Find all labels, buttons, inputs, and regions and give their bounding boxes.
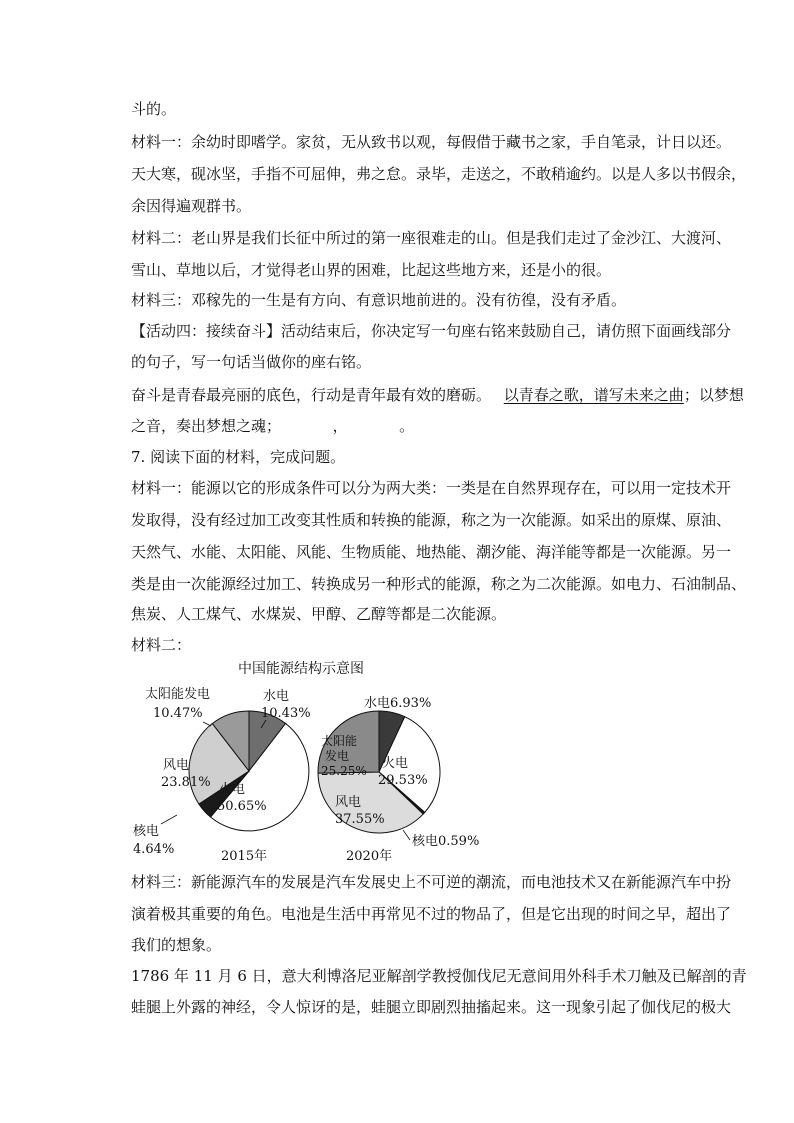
label-2015-solar-value: 10.47%: [153, 706, 203, 721]
activity-heading: 【活动四：接续奋斗】活动结束后，你决定写一句座右铭来鼓励自己，请仿照下面画线部分: [131, 322, 732, 340]
text-line: 蛙腿上外露的神经，令人惊讶的是，蛙腿立即剧烈抽搐起来。这一现象引起了伽伐尼的极大: [131, 998, 732, 1016]
label-2015-thermal-value: 50.65%: [217, 799, 267, 814]
motto-prefix: 奋斗是青春最亮丽的底色，行动是青年最有效的磨砺。: [131, 386, 492, 404]
text-line: 的句子，写一句话当做你的座右铭。: [131, 353, 372, 371]
text-line: 材料二：: [131, 636, 192, 654]
label-2015-nuclear-value: 4.64%: [133, 842, 175, 857]
leader-line: [403, 830, 410, 840]
label-2020-solar-name-1: 太阳能: [321, 734, 358, 748]
text-line: 余因得遍观群书。: [131, 197, 252, 215]
label-2020-solar-name-2: 发电: [325, 749, 350, 763]
text-line: 发取得，没有经过加工改变其性质和转换的能源，称之为一次能源。如采出的原煤、原油、: [131, 511, 732, 529]
label-2020-thermal-name: 火电: [382, 756, 409, 771]
text-line: 类是由一次能源经过加工、转换成另一种形式的能源，称之为二次能源。如电力、石油制品、: [131, 575, 747, 593]
motto-end: 。: [399, 417, 415, 435]
motto-line-2: [131, 416, 414, 436]
motto-line2-text: 之音，奏出梦想之魂；: [131, 417, 282, 435]
leader-line: [161, 815, 177, 824]
label-2015-hydro-value: 10.43%: [261, 706, 311, 721]
text-line: 1786 年 11 月 6 日，意大利博洛尼亚解剖学教授伽伐尼无意间用外科手术刀触及已解剖的青: [131, 967, 747, 985]
label-2015-nuclear-name: 核电: [133, 824, 160, 839]
answer-blank-1[interactable]: [286, 416, 328, 436]
label-2020-thermal-value: 29.53%: [378, 773, 428, 788]
label-2020-hydro: 水电6.93%: [364, 696, 432, 711]
label-2020-wind-name: 风电: [335, 795, 362, 810]
motto-sep: ，: [332, 417, 348, 435]
label-2020-wind-value: 37.55%: [335, 812, 385, 827]
text-line: 材料三：新能源汽车的发展是汽车发展史上不可逆的潮流，而电池技术又在新能源汽车中扮: [131, 873, 732, 891]
motto-line-1: [131, 385, 744, 405]
text-line: 天大寒，砚冰坚，手指不可屈伸，弗之怠。录毕，走送之，不敢稍逾约。以是人多以书假余，: [131, 165, 747, 183]
caption-2020: 2020年: [346, 849, 393, 864]
text-line: 我们的想象。: [131, 936, 222, 954]
text-line: 材料一：能源以它的形成条件可以分为两大类：一类是在自然界现存在，可以用一定技术开: [131, 479, 732, 497]
motto-underlined: 以青春之歌，谱写未来之曲: [503, 386, 684, 404]
leader-line: [203, 722, 211, 726]
answer-blank-2[interactable]: [352, 416, 394, 436]
label-2020-solar-value: 25.25%: [321, 764, 367, 778]
text-line: 天然气、水能、太阳能、风能、生物质能、地热能、潮汐能、海洋能等都是一次能源。另一: [131, 543, 732, 561]
energy-structure-chart: [131, 652, 491, 867]
label-2015-wind-value: 23.81%: [161, 775, 211, 790]
label-2015-wind-name: 风电: [163, 758, 190, 773]
text-line: 材料二：老山界是我们长征中所过的第一座很难走的山。但是我们走过了金沙江、大渡河、: [131, 229, 732, 247]
text-line: 焦炭、人工煤气、水煤炭、甲醇、乙醇等都是二次能源。: [131, 605, 507, 623]
text-line: 材料三：邓稼先的一生是有方向、有意识地前进的。没有彷徨，没有矛盾。: [131, 291, 627, 309]
text-line: 演着极其重要的角色。电池是生活中再常见不过的物品了，但是它出现的时间之早，超出了: [131, 905, 732, 923]
chart-title: 中国能源结构示意图: [238, 661, 364, 677]
motto-suffix: ；以梦想: [683, 386, 744, 404]
text-line: 斗的。: [131, 100, 177, 118]
caption-2015: 2015年: [221, 849, 268, 864]
label-2020-nuclear: 核电0.59%: [412, 834, 480, 849]
label-2015-hydro-name: 水电: [263, 689, 290, 704]
text-line: 雪山、草地以后，才觉得老山界的困难，比起这些地方来，还是小的很。: [131, 261, 612, 279]
label-2015-solar-name: 太阳能发电: [145, 687, 211, 702]
label-2015-thermal-name: 火电: [219, 782, 246, 797]
question-7-heading: 7. 阅读下面的材料，完成问题。: [131, 448, 346, 466]
text-line: 材料一：余幼时即嗜学。家贫，无从致书以观，每假借于藏书之家，手自笔录，计日以还。: [131, 133, 732, 151]
